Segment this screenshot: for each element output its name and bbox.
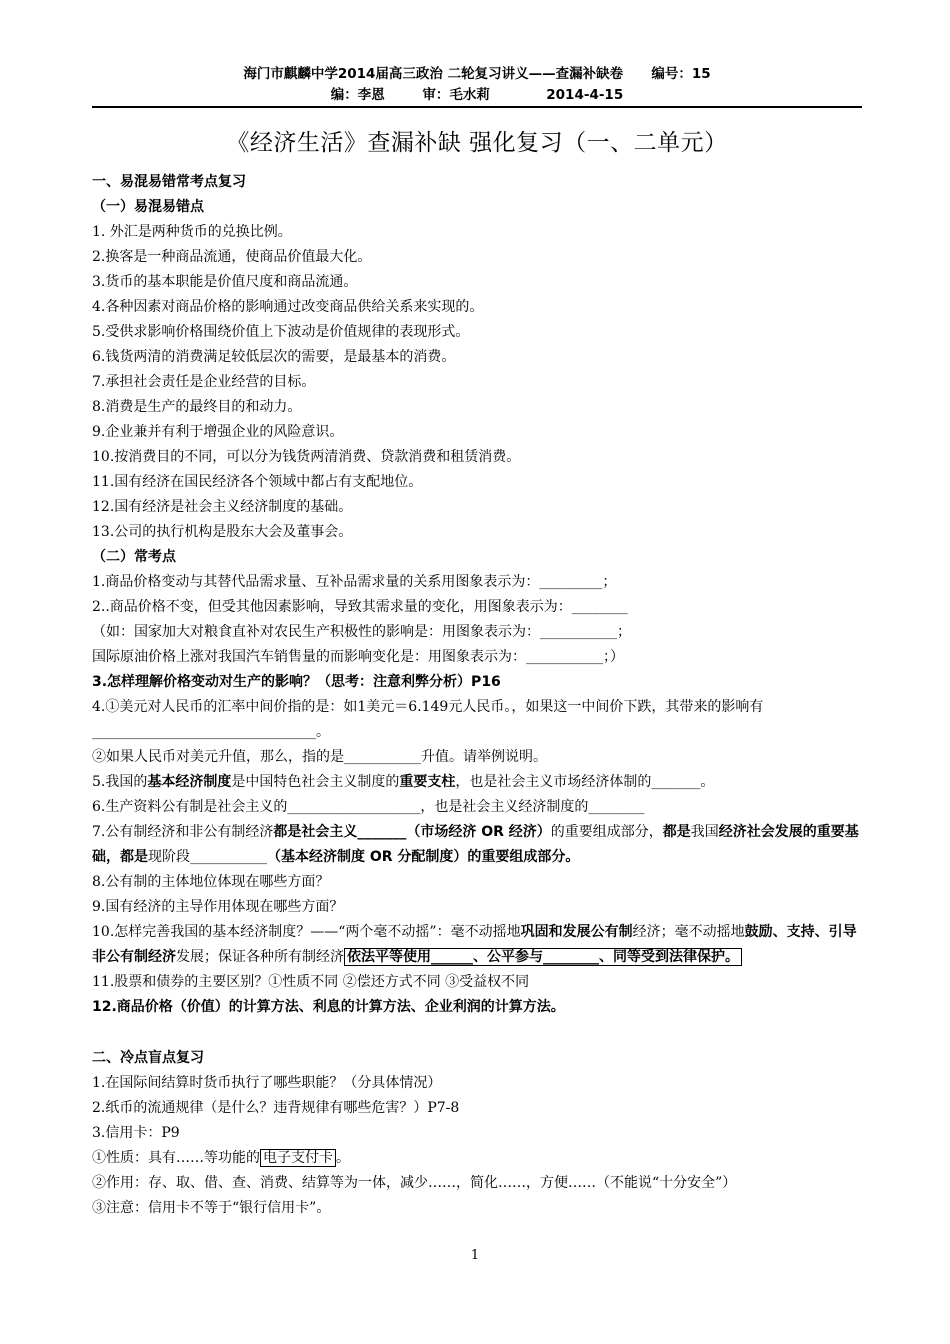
q7-emphasis: 都是 — [662, 824, 691, 840]
q10-text: 发展；保证各种所有制经济 — [176, 949, 344, 965]
section-heading-1: 一、易混易错常考点复习 — [92, 174, 246, 190]
nature-text: ①性质：具有……等功能的 — [92, 1150, 260, 1166]
q7-text: 的重要组成部分， — [550, 824, 663, 840]
question-4b: ②如果人民币对美元升值，那么，指的是___________升值。请举例说明。 — [92, 749, 547, 765]
list-item: 10.按消费目的不同，可以分为钱货两清消费、贷款消费和租赁消费。 — [92, 449, 521, 465]
document-body — [92, 170, 862, 1221]
q10-text: 10.怎样完善我国的基本经济制度？——“两个毫不动摇”：毫不动摇地 — [92, 924, 521, 940]
credit-card-note: ③注意：信用卡不等于“银行信用卡”。 — [92, 1200, 331, 1216]
question-1: 1.商品价格变动与其替代品需求量、互补品需求量的关系用图象表示为：_________； — [92, 574, 617, 590]
q7-text: 7.公有制经济和非公有制经济 — [92, 824, 274, 840]
q7-emphasis: 都是社会主义_______（市场经济 OR 经济） — [273, 824, 551, 840]
list-item: 2.纸币的流通规律（是什么？违背规律有哪些危害？）P7-8 — [92, 1100, 460, 1116]
q7-emphasis: 经济社会发展的重要基础，都是 — [92, 824, 859, 865]
q5-text: 是中国特色社会主义制度的 — [231, 774, 400, 790]
q10-text: 经济；毫不动摇地 — [632, 924, 745, 940]
question-5 — [92, 770, 862, 795]
list-item: 12.国有经济是社会主义经济制度的基础。 — [92, 499, 353, 515]
question-2-example-a: （如：国家加大对粮食直补对农民生产积极性的影响是：用图象表示为：___________； — [92, 624, 631, 640]
list-item: 3.货币的基本职能是价值尺度和商品流通。 — [92, 274, 358, 290]
nature-text: 。 — [336, 1150, 350, 1166]
header-line-1: 海门市麒麟中学2014届高三政治 二轮复习讲义——查漏补缺卷 编号：15 — [243, 66, 711, 82]
list-item: 1.在国际间结算时货币执行了哪些职能？（分具体情况） — [92, 1075, 442, 1091]
q10-emphasis: 巩固和发展公有制 — [520, 924, 633, 940]
list-item: 4.各种因素对商品价格的影响通过改变商品供给关系来实现的。 — [92, 299, 484, 315]
question-8: 8.公有制的主体地位体现在哪些方面？ — [92, 874, 330, 890]
question-7 — [92, 820, 862, 870]
question-9: 9.国有经济的主导作用体现在哪些方面？ — [92, 899, 344, 915]
question-6: 6.生产资料公有制是社会主义的___________________，也是社会主义经济制度的________ — [92, 799, 645, 815]
list-item: 9.企业兼并有利于增强企业的风险意识。 — [92, 424, 344, 440]
list-item: 6.钱货两清的消费满足较低层次的需要，是最基本的消费。 — [92, 349, 456, 365]
list-item: 1. 外汇是两种货币的兑换比例。 — [92, 224, 292, 240]
q5-emphasis: 基本经济制度 — [147, 774, 232, 790]
q7-text: 我国 — [690, 824, 719, 840]
list-item: 7.承担社会责任是企业经营的目标。 — [92, 374, 316, 390]
header-line-2: 编：李恩 审：毛水莉 2014-4-15 — [330, 87, 624, 103]
header-rule — [92, 106, 862, 108]
document-header — [92, 64, 862, 106]
credit-card-nature — [92, 1146, 862, 1171]
section-gap — [92, 1020, 862, 1046]
list-item: 3.信用卡：P9 — [92, 1125, 180, 1141]
list-item: 2.换客是一种商品流通，使商品价值最大化。 — [92, 249, 372, 265]
q10-emphasis: 鼓励、支持、引导非公有制经济 — [92, 924, 857, 965]
q5-text: ，也是社会主义市场经济体制的_______。 — [455, 774, 715, 790]
credit-card-function: ②作用：存、取、借、查、消费、结算等为一体，减少……，简化……，方便……（不能说“十分安全”） — [92, 1175, 737, 1191]
q7-text: 现阶段___________ — [148, 849, 267, 865]
section-heading-2: 二、冷点盲点复习 — [92, 1050, 204, 1066]
q7-emphasis: （基本经济制度 OR 分配制度）的重要组成部分。 — [267, 849, 580, 865]
boxed-term: 电子支付卡 — [260, 1149, 336, 1167]
error-prone-list — [92, 220, 862, 545]
question-3: 3.怎样理解价格变动对生产的影响？（思考：注意利弊分析）P16 — [92, 674, 501, 690]
question-2: 2..商品价格不变，但受其他因素影响，导致其需求量的变化，用图象表示为：________ — [92, 599, 628, 615]
list-item: 11.国有经济在国民经济各个领域中都占有支配地位。 — [92, 474, 423, 490]
subsection-heading-1: （一）易混易错点 — [92, 199, 204, 215]
question-12: 12.商品价格（价值）的计算方法、利息的计算方法、企业利润的计算方法。 — [92, 999, 565, 1015]
list-item: 8.消费是生产的最终目的和动力。 — [92, 399, 302, 415]
page-number: 1 — [470, 1248, 480, 1263]
list-item: 13.公司的执行机构是股东大会及董事会。 — [92, 524, 353, 540]
subsection-heading-2: （二）常考点 — [92, 549, 176, 565]
q5-text: 5.我国的 — [92, 774, 148, 790]
page-title: 《经济生活》查漏补缺 强化复习（一、二单元） — [226, 130, 728, 156]
q10-boxed-phrase: 依法平等使用______、公平参与________、同等受到法律保护。 — [344, 948, 742, 966]
question-4: 4.①美元对人民币的汇率中间价指的是：如1美元＝6.149元人民币。，如果这一中间价下跌，其带来的影响有________________________________。 — [92, 699, 764, 740]
q5-emphasis: 重要支柱 — [399, 774, 456, 790]
list-item: 5.受供求影响价格围绕价值上下波动是价值规律的表现形式。 — [92, 324, 470, 340]
question-2-example-b: 国际原油价格上涨对我国汽车销售量的而影响变化是：用图象表示为：___________；） — [92, 649, 624, 665]
question-11: 11.股票和债券的主要区别？①性质不同 ②偿还方式不同 ③受益权不同 — [92, 974, 530, 990]
question-10 — [92, 920, 862, 970]
